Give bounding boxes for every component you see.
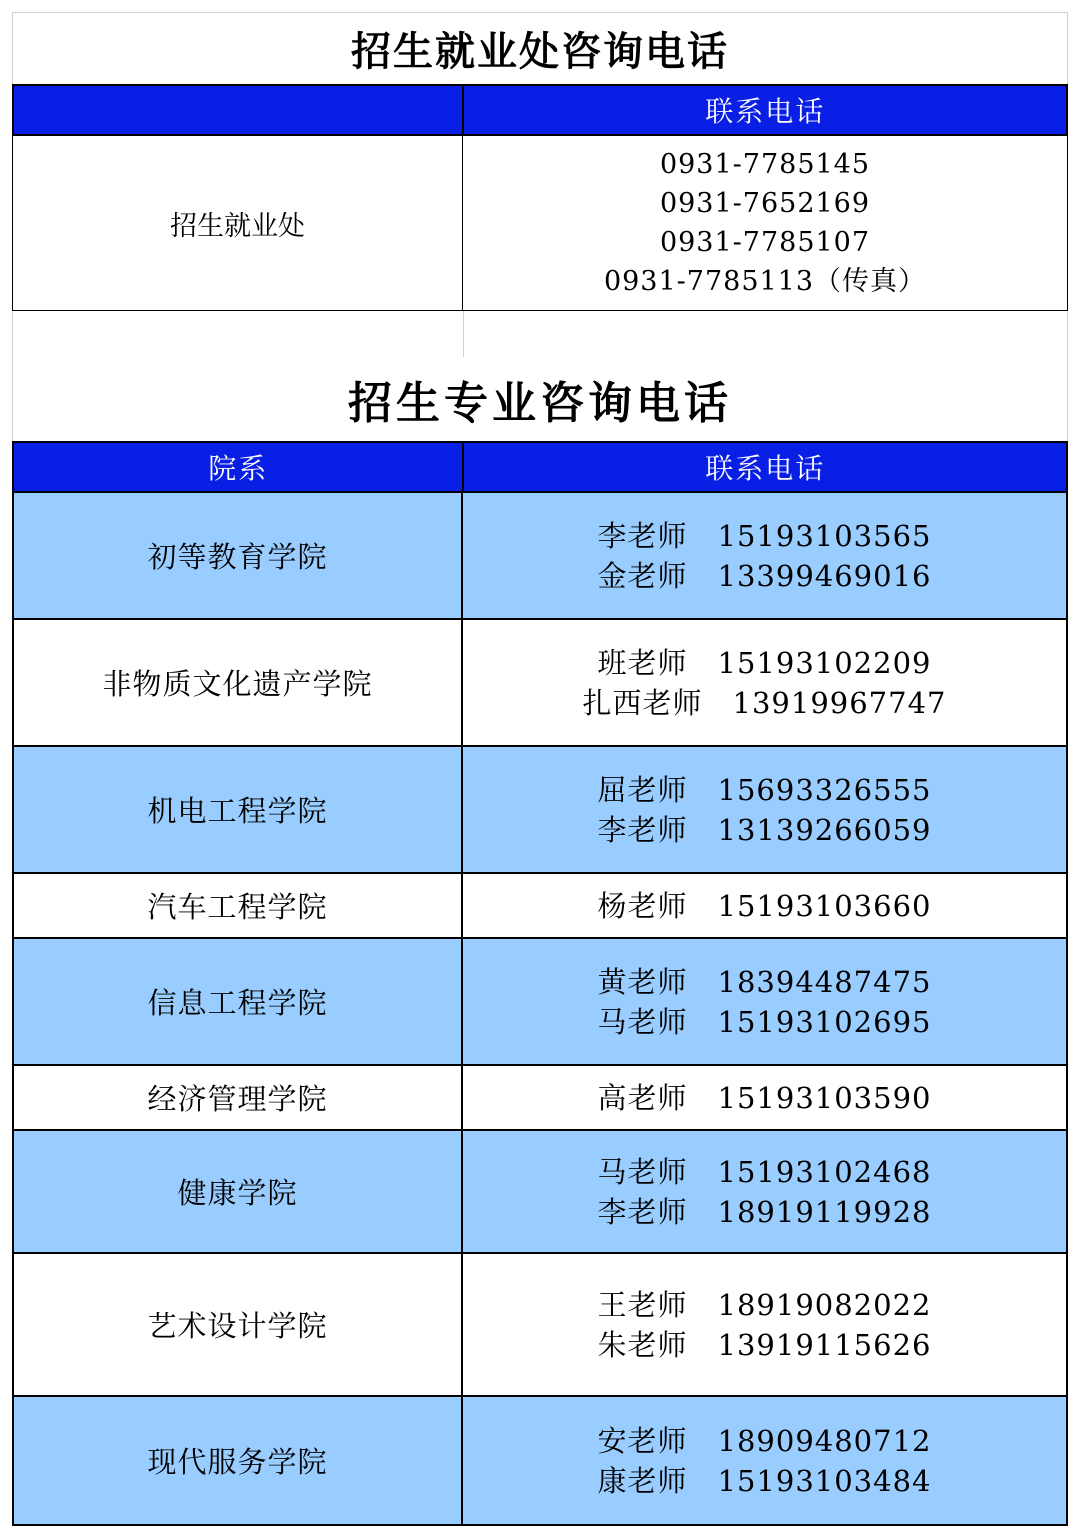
contact-line xyxy=(598,1461,932,1501)
contact-line xyxy=(598,1192,932,1232)
contact-phone: 15193102468 xyxy=(717,1154,932,1189)
contact-line xyxy=(598,770,932,810)
contact-line xyxy=(598,1152,932,1192)
contact-line xyxy=(598,886,932,926)
contact-name: 金老师 xyxy=(597,558,688,593)
table-row xyxy=(12,1066,1068,1131)
office-row xyxy=(12,136,1068,311)
office-header-phone: 联系电话 xyxy=(464,86,1068,134)
office-fax: 0931-7785113（传真） xyxy=(603,266,927,297)
table-row xyxy=(12,1131,1068,1254)
contact-line xyxy=(598,556,932,596)
contact-name: 康老师 xyxy=(597,1463,688,1498)
contact-phone: 15193103660 xyxy=(717,888,932,923)
contact-name: 李老师 xyxy=(597,1194,688,1229)
contact-phone: 18919119928 xyxy=(717,1194,932,1229)
contact-line xyxy=(598,1325,932,1365)
contact-line xyxy=(598,516,932,556)
contact-phone: 18909480712 xyxy=(717,1423,932,1458)
contact-list xyxy=(463,620,1068,745)
table-row xyxy=(12,493,1068,620)
office-phone: 0931-7785145 xyxy=(659,149,871,180)
contact-name: 朱老师 xyxy=(597,1327,688,1362)
contact-name: 王老师 xyxy=(597,1287,688,1322)
contact-phone: 15693326555 xyxy=(717,772,932,807)
dept-name: 机电工程学院 xyxy=(12,747,463,872)
dept-name: 汽车工程学院 xyxy=(12,874,463,937)
major-header-phone: 联系电话 xyxy=(464,443,1068,491)
contact-name: 李老师 xyxy=(597,518,688,553)
contact-name: 安老师 xyxy=(597,1423,688,1458)
dept-name: 经济管理学院 xyxy=(12,1066,463,1129)
contact-phone: 15193103590 xyxy=(717,1080,932,1115)
contact-list xyxy=(463,1131,1068,1252)
contact-line xyxy=(583,683,947,723)
contact-phone: 15193102695 xyxy=(717,1004,932,1039)
contact-list xyxy=(463,747,1068,872)
dept-name: 信息工程学院 xyxy=(12,939,463,1064)
contact-line xyxy=(598,1078,932,1118)
contact-phone: 18394487475 xyxy=(717,964,932,999)
dept-name: 艺术设计学院 xyxy=(12,1254,463,1395)
office-table-header xyxy=(12,84,1068,136)
major-header-dept: 院系 xyxy=(12,443,464,491)
dept-name: 现代服务学院 xyxy=(12,1397,463,1524)
contact-list xyxy=(463,1066,1068,1129)
contact-phone: 13919967747 xyxy=(732,685,947,720)
contact-sheet xyxy=(12,12,1068,1526)
contact-list xyxy=(463,874,1068,937)
dept-name: 初等教育学院 xyxy=(12,493,463,618)
major-table-body xyxy=(12,493,1068,1526)
contact-name: 扎西老师 xyxy=(582,685,703,720)
contact-phone: 13139266059 xyxy=(717,812,932,847)
contact-line xyxy=(598,1421,932,1461)
contact-name: 班老师 xyxy=(597,645,688,680)
contact-name: 李老师 xyxy=(597,812,688,847)
table-row xyxy=(12,620,1068,747)
contact-line xyxy=(598,643,932,683)
spacer-row xyxy=(12,311,1068,357)
office-phone-list xyxy=(463,136,1068,310)
contact-line xyxy=(598,1285,932,1325)
contact-phone: 13919115626 xyxy=(717,1327,932,1362)
contact-name: 马老师 xyxy=(597,1004,688,1039)
office-section-title: 招生就业处咨询电话 xyxy=(12,12,1068,84)
office-phone: 0931-7785107 xyxy=(659,227,871,258)
contact-phone: 15193103565 xyxy=(717,518,932,553)
table-row xyxy=(12,874,1068,939)
spacer-cell xyxy=(12,311,464,357)
office-phone: 0931-7652169 xyxy=(659,188,871,219)
table-row xyxy=(12,939,1068,1066)
contact-name: 屈老师 xyxy=(597,772,688,807)
contact-name: 杨老师 xyxy=(597,888,688,923)
major-section-title: 招生专业咨询电话 xyxy=(12,357,1068,441)
contact-list xyxy=(463,1397,1068,1524)
contact-list xyxy=(463,1254,1068,1395)
contact-list xyxy=(463,493,1068,618)
office-dept-name: 招生就业处 xyxy=(12,136,463,310)
table-row xyxy=(12,1254,1068,1397)
contact-phone: 15193102209 xyxy=(717,645,932,680)
contact-phone: 13399469016 xyxy=(717,558,932,593)
contact-list xyxy=(463,939,1068,1064)
table-row xyxy=(12,747,1068,874)
contact-phone: 15193103484 xyxy=(717,1463,932,1498)
table-row xyxy=(12,1397,1068,1526)
contact-line xyxy=(598,810,932,850)
dept-name: 非物质文化遗产学院 xyxy=(12,620,463,745)
contact-line xyxy=(598,962,932,1002)
dept-name: 健康学院 xyxy=(12,1131,463,1252)
contact-phone: 18919082022 xyxy=(717,1287,932,1322)
contact-name: 高老师 xyxy=(597,1080,688,1115)
contact-name: 黄老师 xyxy=(597,964,688,999)
office-header-col1 xyxy=(12,86,464,134)
contact-name: 马老师 xyxy=(597,1154,688,1189)
major-table-header xyxy=(12,441,1068,493)
spacer-cell xyxy=(464,311,1068,357)
contact-line xyxy=(598,1002,932,1042)
